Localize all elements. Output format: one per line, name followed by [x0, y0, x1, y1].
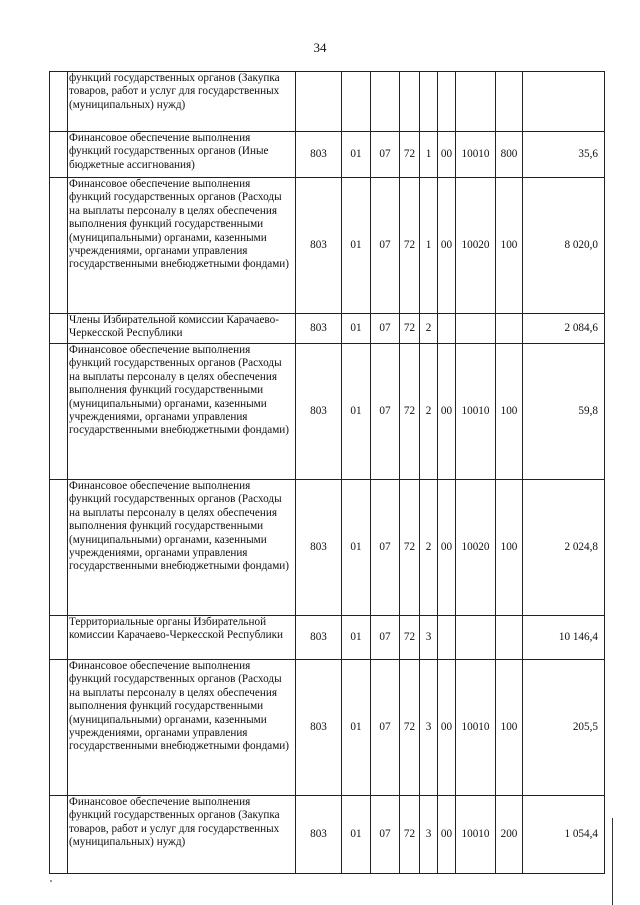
code-program: 72: [400, 132, 420, 178]
code-ministry: 803: [296, 178, 342, 314]
code-program: 72: [400, 480, 420, 616]
blank-cell: [50, 616, 68, 660]
code-program: 72: [400, 660, 420, 796]
code-section: 01: [342, 480, 371, 616]
row-description: функций государственных органов (Закупка товаров, работ и услуг для государственных (муниципальных) нужд): [68, 72, 296, 132]
blank-cell: [50, 314, 68, 344]
code-article: 10010: [456, 344, 496, 480]
page-number: 34: [313, 40, 327, 55]
code-direction: 00: [438, 132, 456, 178]
code-expense-type: [496, 314, 523, 344]
code-section: 01: [342, 314, 371, 344]
table-row: [50, 796, 605, 874]
blank-cell: [50, 480, 68, 616]
code-program: [400, 72, 420, 132]
row-amount: 35,6: [523, 132, 605, 178]
code-direction: 00: [438, 660, 456, 796]
row-description: Члены Избирательной комиссии Карачаево-Черкесской Республики: [68, 314, 296, 344]
row-description: Финансовое обеспечение выполнения функций государственных органов (Закупка товаров, работ и услуг для государственных (муниципальных) нужд): [68, 796, 296, 874]
scan-edge-line: [612, 818, 613, 905]
code-subsection: 07: [371, 660, 400, 796]
code-section: 01: [342, 132, 371, 178]
code-program: 72: [400, 616, 420, 660]
code-ministry: [296, 72, 342, 132]
code-section: 01: [342, 796, 371, 874]
table-row: [50, 72, 605, 132]
code-expense-type: [496, 616, 523, 660]
code-subprogram: 1: [420, 178, 438, 314]
code-expense-type: 200: [496, 796, 523, 874]
code-program: 72: [400, 178, 420, 314]
code-section: [342, 72, 371, 132]
code-direction: [438, 616, 456, 660]
code-expense-type: [496, 72, 523, 132]
code-expense-type: 100: [496, 660, 523, 796]
code-expense-type: 100: [496, 178, 523, 314]
code-section: 01: [342, 616, 371, 660]
code-subsection: 07: [371, 132, 400, 178]
table-row: [50, 132, 605, 178]
budget-table: [49, 71, 605, 874]
table-row: [50, 660, 605, 796]
blank-cell: [50, 660, 68, 796]
blank-cell: [50, 132, 68, 178]
code-direction: 00: [438, 480, 456, 616]
row-amount: 205,5: [523, 660, 605, 796]
code-article: [456, 314, 496, 344]
code-expense-type: 100: [496, 344, 523, 480]
code-ministry: 803: [296, 660, 342, 796]
code-subprogram: 3: [420, 616, 438, 660]
row-description: Финансовое обеспечение выполнения функций государственных органов (Иные бюджетные ассигнования): [68, 132, 296, 178]
code-section: 01: [342, 344, 371, 480]
code-direction: 00: [438, 344, 456, 480]
blank-cell: [50, 72, 68, 132]
code-subprogram: 3: [420, 660, 438, 796]
table-row: [50, 616, 605, 660]
code-subprogram: 2: [420, 480, 438, 616]
row-amount: [523, 72, 605, 132]
blank-cell: [50, 796, 68, 874]
code-direction: 00: [438, 796, 456, 874]
code-subsection: 07: [371, 314, 400, 344]
scan-dot: [50, 880, 52, 882]
table-row: [50, 314, 605, 344]
code-subsection: 07: [371, 178, 400, 314]
code-subsection: 07: [371, 616, 400, 660]
table-row: [50, 178, 605, 314]
row-amount: 2 024,8: [523, 480, 605, 616]
code-subsection: 07: [371, 344, 400, 480]
code-ministry: 803: [296, 344, 342, 480]
code-expense-type: 800: [496, 132, 523, 178]
code-subsection: [371, 72, 400, 132]
code-program: 72: [400, 796, 420, 874]
code-subprogram: 2: [420, 344, 438, 480]
blank-cell: [50, 344, 68, 480]
code-subsection: 07: [371, 480, 400, 616]
code-section: 01: [342, 660, 371, 796]
code-article: 10010: [456, 660, 496, 796]
row-amount: 1 054,4: [523, 796, 605, 874]
code-subprogram: 1: [420, 132, 438, 178]
table-row: [50, 480, 605, 616]
row-description: Финансовое обеспечение выполнения функций государственных органов (Расходы на выплаты персоналу в целях обеспечения выполнения функций государственными (муниципальными) органами, казенными учреждениями, органами управления государственными внебюджетными фондами): [68, 178, 296, 314]
code-ministry: 803: [296, 616, 342, 660]
code-subprogram: 2: [420, 314, 438, 344]
code-article: 10020: [456, 480, 496, 616]
row-amount: 8 020,0: [523, 178, 605, 314]
table-row: [50, 344, 605, 480]
blank-cell: [50, 178, 68, 314]
code-article: [456, 616, 496, 660]
row-description: Территориальные органы Избирательной комиссии Карачаево-Черкесской Республики: [68, 616, 296, 660]
code-article: 10020: [456, 178, 496, 314]
code-ministry: 803: [296, 132, 342, 178]
code-ministry: 803: [296, 480, 342, 616]
code-ministry: 803: [296, 796, 342, 874]
code-article: [456, 72, 496, 132]
row-amount: 10 146,4: [523, 616, 605, 660]
row-amount: 59,8: [523, 344, 605, 480]
code-subprogram: 3: [420, 796, 438, 874]
row-description: Финансовое обеспечение выполнения функций государственных органов (Расходы на выплаты персоналу в целях обеспечения выполнения функций государственными (муниципальными) органами, казенными учреждениями, органами управления государственными внебюджетными фондами): [68, 344, 296, 480]
row-amount: 2 084,6: [523, 314, 605, 344]
code-subprogram: [420, 72, 438, 132]
code-article: 10010: [456, 796, 496, 874]
code-section: 01: [342, 178, 371, 314]
code-subsection: 07: [371, 796, 400, 874]
code-program: 72: [400, 314, 420, 344]
code-direction: 00: [438, 178, 456, 314]
code-program: 72: [400, 344, 420, 480]
row-description: Финансовое обеспечение выполнения функций государственных органов (Расходы на выплаты персоналу в целях обеспечения выполнения функций государственными (муниципальными) органами, казенными учреждениями, органами управления государственными внебюджетными фондами): [68, 660, 296, 796]
row-description: Финансовое обеспечение выполнения функций государственных органов (Расходы на выплаты персоналу в целях обеспечения выполнения функций государственными (муниципальными) органами, казенными учреждениями, органами управления государственными внебюджетными фондами): [68, 480, 296, 616]
code-expense-type: 100: [496, 480, 523, 616]
code-article: 10010: [456, 132, 496, 178]
code-direction: [438, 314, 456, 344]
code-ministry: 803: [296, 314, 342, 344]
code-direction: [438, 72, 456, 132]
